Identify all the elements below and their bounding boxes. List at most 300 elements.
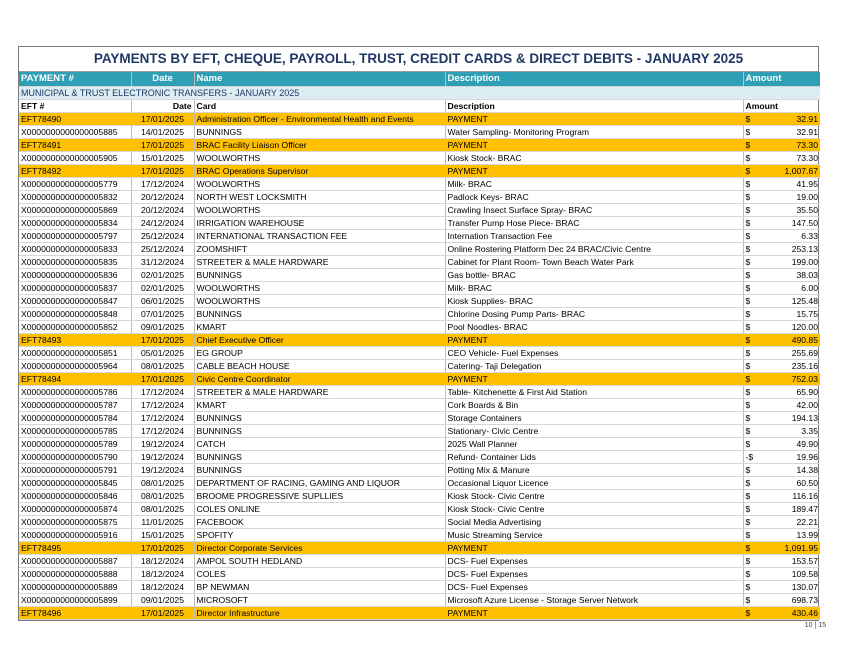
row-id: X0000000000000005888 bbox=[19, 567, 131, 580]
row-name: BUNNINGS bbox=[194, 307, 445, 320]
row-description: PAYMENT bbox=[445, 333, 743, 346]
row-description: Milk- BRAC bbox=[445, 281, 743, 294]
transaction-row bbox=[19, 567, 820, 580]
amount-value: 42.00 bbox=[796, 399, 818, 410]
payments-table bbox=[19, 72, 820, 620]
row-amount bbox=[743, 476, 820, 489]
amount-value: 194.13 bbox=[791, 412, 818, 423]
transaction-row bbox=[19, 255, 820, 268]
amount-value: 130.07 bbox=[791, 581, 818, 592]
row-date: 15/01/2025 bbox=[131, 151, 194, 164]
row-amount bbox=[743, 242, 820, 255]
row-amount bbox=[743, 138, 820, 151]
row-description: Kiosk Stock- Civic Centre bbox=[445, 489, 743, 502]
currency-symbol: $ bbox=[745, 503, 751, 514]
row-name: KMART bbox=[194, 320, 445, 333]
transaction-row bbox=[19, 229, 820, 242]
transaction-row bbox=[19, 580, 820, 593]
row-amount bbox=[743, 398, 820, 411]
row-description: 2025 Wall Planner bbox=[445, 437, 743, 450]
row-description: DCS- Fuel Expenses bbox=[445, 567, 743, 580]
row-id: EFT78490 bbox=[19, 112, 131, 125]
transaction-row bbox=[19, 424, 820, 437]
row-name: MICROSOFT bbox=[194, 593, 445, 606]
row-date: 18/12/2024 bbox=[131, 554, 194, 567]
row-name: EG GROUP bbox=[194, 346, 445, 359]
amount-value: 22.21 bbox=[796, 516, 818, 527]
row-name: COLES bbox=[194, 567, 445, 580]
subheader-card: Card bbox=[194, 99, 445, 112]
amount-value: 32.91 bbox=[796, 113, 818, 124]
row-id: X0000000000000005797 bbox=[19, 229, 131, 242]
row-id: X0000000000000005875 bbox=[19, 515, 131, 528]
row-amount bbox=[743, 580, 820, 593]
row-date: 06/01/2025 bbox=[131, 294, 194, 307]
amount-value: 125.48 bbox=[791, 295, 818, 306]
currency-symbol: $ bbox=[745, 295, 751, 306]
transaction-row bbox=[19, 294, 820, 307]
row-description: Music Streaming Service bbox=[445, 528, 743, 541]
row-date: 17/12/2024 bbox=[131, 177, 194, 190]
row-date: 17/01/2025 bbox=[131, 112, 194, 125]
row-amount bbox=[743, 359, 820, 372]
row-id: X0000000000000005887 bbox=[19, 554, 131, 567]
row-date: 09/01/2025 bbox=[131, 593, 194, 606]
transaction-row bbox=[19, 593, 820, 606]
row-amount bbox=[743, 281, 820, 294]
amount-value: 73.30 bbox=[796, 152, 818, 163]
row-name: NORTH WEST LOCKSMITH bbox=[194, 190, 445, 203]
currency-symbol: $ bbox=[745, 230, 751, 241]
amount-value: 6.33 bbox=[801, 230, 818, 241]
row-description: Potting Mix & Manure bbox=[445, 463, 743, 476]
row-amount bbox=[743, 411, 820, 424]
currency-symbol: $ bbox=[745, 464, 751, 475]
row-date: 08/01/2025 bbox=[131, 489, 194, 502]
currency-symbol: $ bbox=[745, 178, 751, 189]
currency-symbol: $ bbox=[745, 321, 751, 332]
row-amount bbox=[743, 216, 820, 229]
row-id: X0000000000000005964 bbox=[19, 359, 131, 372]
transaction-row bbox=[19, 359, 820, 372]
row-name: AMPOL SOUTH HEDLAND bbox=[194, 554, 445, 567]
amount-value: 490.85 bbox=[791, 334, 818, 345]
amount-value: 109.58 bbox=[791, 568, 818, 579]
row-name: BUNNINGS bbox=[194, 450, 445, 463]
row-description: CEO Vehicle- Fuel Expenses bbox=[445, 346, 743, 359]
amount-value: 255.69 bbox=[791, 347, 818, 358]
row-id: X0000000000000005834 bbox=[19, 216, 131, 229]
row-date: 17/12/2024 bbox=[131, 398, 194, 411]
row-name: Director Corporate Services bbox=[194, 541, 445, 554]
row-date: 24/12/2024 bbox=[131, 216, 194, 229]
row-name: INTERNATIONAL TRANSACTION FEE bbox=[194, 229, 445, 242]
row-name: BUNNINGS bbox=[194, 125, 445, 138]
row-id: X0000000000000005779 bbox=[19, 177, 131, 190]
row-date: 02/01/2025 bbox=[131, 268, 194, 281]
row-id: X0000000000000005874 bbox=[19, 502, 131, 515]
transaction-row bbox=[19, 216, 820, 229]
amount-value: 3.35 bbox=[801, 425, 818, 436]
row-id: X0000000000000005851 bbox=[19, 346, 131, 359]
row-amount bbox=[743, 229, 820, 242]
row-name: Chief Executive Officer bbox=[194, 333, 445, 346]
amount-value: 235.16 bbox=[791, 360, 818, 371]
row-name: Civic Centre Coordinator bbox=[194, 372, 445, 385]
header-date: Date bbox=[131, 72, 194, 86]
row-date: 25/12/2024 bbox=[131, 229, 194, 242]
row-id: X0000000000000005846 bbox=[19, 489, 131, 502]
row-amount bbox=[743, 203, 820, 216]
row-id: X0000000000000005845 bbox=[19, 476, 131, 489]
eft-payment-row bbox=[19, 541, 820, 554]
row-description: DCS- Fuel Expenses bbox=[445, 580, 743, 593]
transaction-row bbox=[19, 346, 820, 359]
row-amount bbox=[743, 372, 820, 385]
row-description: Padlock Keys- BRAC bbox=[445, 190, 743, 203]
row-name: BUNNINGS bbox=[194, 268, 445, 281]
row-description: Crawling Insect Surface Spray- BRAC bbox=[445, 203, 743, 216]
row-id: X0000000000000005787 bbox=[19, 398, 131, 411]
transaction-row bbox=[19, 528, 820, 541]
subheader-amount: Amount bbox=[743, 99, 820, 112]
amount-value: 49.90 bbox=[796, 438, 818, 449]
amount-value: 38.03 bbox=[796, 269, 818, 280]
row-name: IRRIGATION WAREHOUSE bbox=[194, 216, 445, 229]
amount-value: 153.57 bbox=[791, 555, 818, 566]
row-id: EFT78492 bbox=[19, 164, 131, 177]
row-date: 09/01/2025 bbox=[131, 320, 194, 333]
row-name: BRAC Operations Supervisor bbox=[194, 164, 445, 177]
amount-value: 13.99 bbox=[796, 529, 818, 540]
transaction-row bbox=[19, 437, 820, 450]
amount-value: 253.13 bbox=[791, 243, 818, 254]
currency-symbol: $ bbox=[745, 308, 751, 319]
row-date: 02/01/2025 bbox=[131, 281, 194, 294]
amount-value: 147.50 bbox=[791, 217, 818, 228]
currency-symbol: $ bbox=[745, 139, 751, 150]
currency-symbol: $ bbox=[745, 438, 751, 449]
row-id: EFT78495 bbox=[19, 541, 131, 554]
currency-symbol: $ bbox=[745, 334, 751, 345]
row-date: 17/01/2025 bbox=[131, 138, 194, 151]
currency-symbol: $ bbox=[745, 425, 751, 436]
row-id: X0000000000000005832 bbox=[19, 190, 131, 203]
eft-payment-row bbox=[19, 138, 820, 151]
row-description: Refund- Container Lids bbox=[445, 450, 743, 463]
transaction-row bbox=[19, 515, 820, 528]
row-name: SPOFITY bbox=[194, 528, 445, 541]
subheader-description: Description bbox=[445, 99, 743, 112]
row-amount bbox=[743, 333, 820, 346]
row-description: Chlorine Dosing Pump Parts- BRAC bbox=[445, 307, 743, 320]
row-id: X0000000000000005837 bbox=[19, 281, 131, 294]
row-description: Storage Containers bbox=[445, 411, 743, 424]
row-date: 17/12/2024 bbox=[131, 424, 194, 437]
row-id: X0000000000000005789 bbox=[19, 437, 131, 450]
row-name: BROOME PROGRESSIVE SUPLLIES bbox=[194, 489, 445, 502]
eft-payment-row bbox=[19, 164, 820, 177]
row-description: Kiosk Stock- Civic Centre bbox=[445, 502, 743, 515]
currency-symbol: $ bbox=[745, 386, 751, 397]
row-id: X0000000000000005848 bbox=[19, 307, 131, 320]
row-description: Pool Noodles- BRAC bbox=[445, 320, 743, 333]
row-date: 31/12/2024 bbox=[131, 255, 194, 268]
row-id: EFT78494 bbox=[19, 372, 131, 385]
amount-value: 698.73 bbox=[791, 594, 818, 605]
row-amount bbox=[743, 515, 820, 528]
row-amount bbox=[743, 463, 820, 476]
section-heading bbox=[19, 86, 820, 99]
row-name: WOOLWORTHS bbox=[194, 294, 445, 307]
sub-header bbox=[19, 99, 820, 112]
currency-symbol: $ bbox=[745, 347, 751, 358]
currency-symbol: $ bbox=[745, 152, 751, 163]
row-amount bbox=[743, 450, 820, 463]
row-id: X0000000000000005786 bbox=[19, 385, 131, 398]
currency-symbol: $ bbox=[745, 217, 751, 228]
currency-symbol: $ bbox=[745, 399, 751, 410]
row-amount bbox=[743, 502, 820, 515]
row-name: WOOLWORTHS bbox=[194, 203, 445, 216]
row-amount bbox=[743, 593, 820, 606]
row-description: Milk- BRAC bbox=[445, 177, 743, 190]
row-description: Internation Transaction Fee bbox=[445, 229, 743, 242]
row-name: WOOLWORTHS bbox=[194, 281, 445, 294]
row-id: X0000000000000005847 bbox=[19, 294, 131, 307]
row-description: Kiosk Supplies- BRAC bbox=[445, 294, 743, 307]
amount-value: 35.50 bbox=[796, 204, 818, 215]
row-id: X0000000000000005835 bbox=[19, 255, 131, 268]
row-name: WOOLWORTHS bbox=[194, 151, 445, 164]
row-date: 05/01/2025 bbox=[131, 346, 194, 359]
row-description: Kiosk Stock- BRAC bbox=[445, 151, 743, 164]
transaction-row bbox=[19, 203, 820, 216]
row-description: Microsoft Azure License - Storage Server Network bbox=[445, 593, 743, 606]
row-amount bbox=[743, 541, 820, 554]
row-amount bbox=[743, 255, 820, 268]
row-date: 17/01/2025 bbox=[131, 333, 194, 346]
row-amount bbox=[743, 294, 820, 307]
row-name: FACEBOOK bbox=[194, 515, 445, 528]
row-id: X0000000000000005833 bbox=[19, 242, 131, 255]
row-amount bbox=[743, 268, 820, 281]
subheader-eft: EFT # bbox=[19, 99, 131, 112]
eft-payment-row bbox=[19, 333, 820, 346]
amount-value: 41.95 bbox=[796, 178, 818, 189]
page-number: 10 | 15 bbox=[804, 622, 826, 629]
currency-symbol: $ bbox=[745, 165, 751, 176]
row-name: BUNNINGS bbox=[194, 411, 445, 424]
table-header bbox=[19, 72, 820, 86]
row-id: X0000000000000005916 bbox=[19, 528, 131, 541]
row-id: X0000000000000005885 bbox=[19, 125, 131, 138]
row-date: 19/12/2024 bbox=[131, 450, 194, 463]
row-date: 08/01/2025 bbox=[131, 359, 194, 372]
currency-symbol: $ bbox=[745, 542, 751, 553]
row-amount bbox=[743, 190, 820, 203]
eft-payment-row bbox=[19, 112, 820, 125]
amount-value: 189.47 bbox=[791, 503, 818, 514]
header-description: Description bbox=[445, 72, 743, 86]
row-name: Director Infrastructure bbox=[194, 606, 445, 619]
row-name: BP NEWMAN bbox=[194, 580, 445, 593]
currency-symbol: $ bbox=[745, 607, 751, 618]
amount-value: 60.50 bbox=[796, 477, 818, 488]
amount-value: 116.16 bbox=[792, 490, 818, 501]
currency-symbol: $ bbox=[745, 113, 751, 124]
row-amount bbox=[743, 164, 820, 177]
currency-symbol: $ bbox=[745, 373, 751, 384]
row-description: PAYMENT bbox=[445, 606, 743, 619]
row-name: BUNNINGS bbox=[194, 463, 445, 476]
row-amount bbox=[743, 385, 820, 398]
amount-value: 752.03 bbox=[791, 373, 818, 384]
amount-value: 1,007.67 bbox=[784, 165, 818, 176]
amount-value: 120.00 bbox=[791, 321, 818, 332]
currency-symbol: $ bbox=[745, 490, 751, 501]
row-id: X0000000000000005899 bbox=[19, 593, 131, 606]
row-id: EFT78493 bbox=[19, 333, 131, 346]
row-name: COLES ONLINE bbox=[194, 502, 445, 515]
row-description: Stationary- Civic Centre bbox=[445, 424, 743, 437]
row-amount bbox=[743, 437, 820, 450]
row-amount bbox=[743, 606, 820, 619]
transaction-row bbox=[19, 190, 820, 203]
row-description: Cork Boards & Bin bbox=[445, 398, 743, 411]
transaction-row bbox=[19, 398, 820, 411]
row-id: X0000000000000005869 bbox=[19, 203, 131, 216]
currency-symbol: $ bbox=[745, 555, 751, 566]
row-amount bbox=[743, 554, 820, 567]
transaction-row bbox=[19, 476, 820, 489]
currency-symbol: $ bbox=[745, 126, 751, 137]
transaction-row bbox=[19, 125, 820, 138]
row-name: STREETER & MALE HARDWARE bbox=[194, 385, 445, 398]
amount-value: 430.46 bbox=[791, 607, 818, 618]
row-amount bbox=[743, 125, 820, 138]
row-description: Transfer Pump Hose Piece- BRAC bbox=[445, 216, 743, 229]
row-description: Table- Kitchenette & First Aid Station bbox=[445, 385, 743, 398]
transaction-row bbox=[19, 502, 820, 515]
amount-value: 19.96 bbox=[796, 451, 818, 462]
row-description: PAYMENT bbox=[445, 164, 743, 177]
row-date: 17/01/2025 bbox=[131, 541, 194, 554]
row-description: Occasional Liquor Licence bbox=[445, 476, 743, 489]
row-amount bbox=[743, 177, 820, 190]
transaction-row bbox=[19, 554, 820, 567]
row-date: 20/12/2024 bbox=[131, 203, 194, 216]
row-id: X0000000000000005889 bbox=[19, 580, 131, 593]
transaction-row bbox=[19, 281, 820, 294]
currency-symbol: $ bbox=[745, 516, 751, 527]
amount-value: 32.91 bbox=[796, 126, 818, 137]
row-name: BUNNINGS bbox=[194, 424, 445, 437]
row-description: DCS- Fuel Expenses bbox=[445, 554, 743, 567]
currency-symbol: $ bbox=[745, 594, 751, 605]
eft-payment-row bbox=[19, 372, 820, 385]
currency-symbol: $ bbox=[745, 581, 751, 592]
row-amount bbox=[743, 151, 820, 164]
row-id: X0000000000000005785 bbox=[19, 424, 131, 437]
header-payment: PAYMENT # bbox=[19, 72, 131, 86]
amount-value: 19.00 bbox=[796, 191, 818, 202]
row-date: 08/01/2025 bbox=[131, 502, 194, 515]
row-date: 19/12/2024 bbox=[131, 437, 194, 450]
amount-value: 65.90 bbox=[796, 386, 818, 397]
row-date: 15/01/2025 bbox=[131, 528, 194, 541]
transaction-row bbox=[19, 151, 820, 164]
row-amount bbox=[743, 346, 820, 359]
transaction-row bbox=[19, 463, 820, 476]
row-description: Catering- Taji Delegation bbox=[445, 359, 743, 372]
row-date: 25/12/2024 bbox=[131, 242, 194, 255]
transaction-row bbox=[19, 177, 820, 190]
row-date: 17/01/2025 bbox=[131, 606, 194, 619]
row-name: BRAC Facility Liaison Officer bbox=[194, 138, 445, 151]
row-amount bbox=[743, 567, 820, 580]
transaction-row bbox=[19, 411, 820, 424]
row-id: X0000000000000005852 bbox=[19, 320, 131, 333]
row-id: X0000000000000005784 bbox=[19, 411, 131, 424]
amount-value: 6.00 bbox=[801, 282, 818, 293]
transaction-row bbox=[19, 489, 820, 502]
currency-symbol: $ bbox=[745, 256, 751, 267]
currency-symbol: $ bbox=[745, 412, 751, 423]
row-date: 14/01/2025 bbox=[131, 125, 194, 138]
row-date: 08/01/2025 bbox=[131, 476, 194, 489]
amount-value: 15.75 bbox=[796, 308, 818, 319]
row-date: 17/01/2025 bbox=[131, 372, 194, 385]
row-description: Water Sampling- Monitoring Program bbox=[445, 125, 743, 138]
row-amount bbox=[743, 424, 820, 437]
row-name: STREETER & MALE HARDWARE bbox=[194, 255, 445, 268]
currency-symbol: $ bbox=[745, 360, 751, 371]
transaction-row bbox=[19, 450, 820, 463]
transaction-row bbox=[19, 320, 820, 333]
row-date: 11/01/2025 bbox=[131, 515, 194, 528]
row-name: CABLE BEACH HOUSE bbox=[194, 359, 445, 372]
row-description: PAYMENT bbox=[445, 138, 743, 151]
row-description: PAYMENT bbox=[445, 541, 743, 554]
transaction-row bbox=[19, 242, 820, 255]
currency-symbol: $ bbox=[745, 282, 751, 293]
row-description: Gas bottle- BRAC bbox=[445, 268, 743, 281]
currency-symbol: -$ bbox=[745, 451, 754, 462]
currency-symbol: $ bbox=[745, 529, 751, 540]
row-amount bbox=[743, 112, 820, 125]
row-date: 19/12/2024 bbox=[131, 463, 194, 476]
header-name: Name bbox=[194, 72, 445, 86]
currency-symbol: $ bbox=[745, 243, 751, 254]
currency-symbol: $ bbox=[745, 191, 751, 202]
row-id: X0000000000000005791 bbox=[19, 463, 131, 476]
row-amount bbox=[743, 320, 820, 333]
payments-sheet bbox=[18, 46, 819, 621]
row-description: Cabinet for Plant Room- Town Beach Water Park bbox=[445, 255, 743, 268]
transaction-row bbox=[19, 385, 820, 398]
subheader-date: Date bbox=[131, 99, 194, 112]
row-name: CATCH bbox=[194, 437, 445, 450]
section-title: MUNICIPAL & TRUST ELECTRONIC TRANSFERS - JANUARY 2025 bbox=[19, 86, 820, 99]
row-name: DEPARTMENT OF RACING, GAMING AND LIQUOR bbox=[194, 476, 445, 489]
amount-value: 73.30 bbox=[796, 139, 818, 150]
row-description: PAYMENT bbox=[445, 112, 743, 125]
transaction-row bbox=[19, 268, 820, 281]
header-amount: Amount bbox=[743, 72, 820, 86]
row-date: 07/01/2025 bbox=[131, 307, 194, 320]
row-description: Social Media Advertising bbox=[445, 515, 743, 528]
